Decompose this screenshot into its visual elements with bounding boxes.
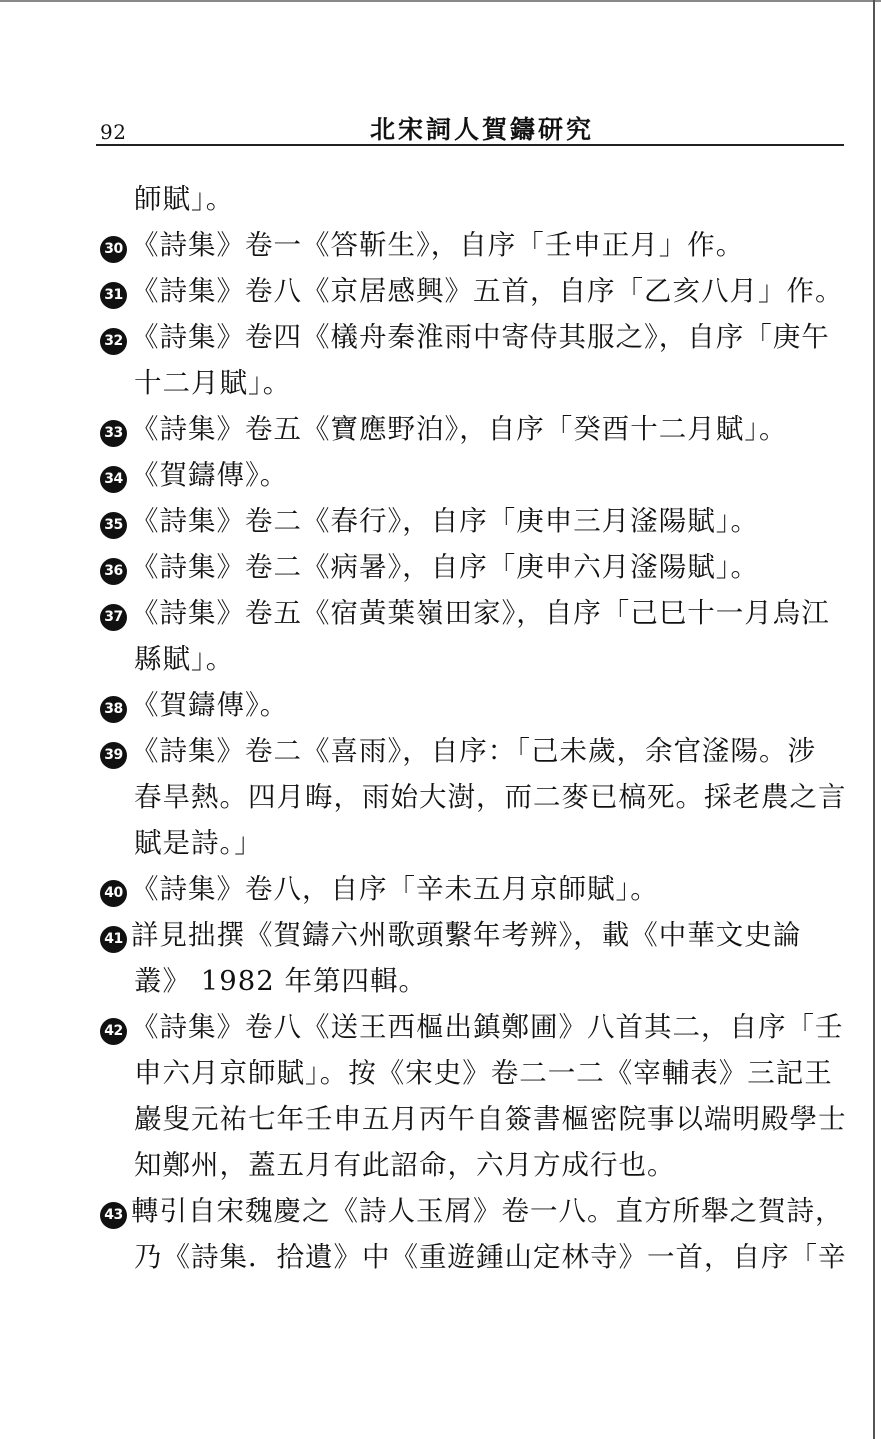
note-number-marker: 42 xyxy=(100,1018,127,1045)
page-header xyxy=(96,104,844,144)
endnote-line xyxy=(100,1234,847,1280)
endnote-line xyxy=(100,176,844,222)
endnote-40 xyxy=(100,866,844,912)
note-number-marker: 41 xyxy=(100,926,127,953)
endnote-text: 詳見拙撰《賀鑄六州歌頭繫年考辨》，載《中華文史論 xyxy=(131,919,802,951)
note-number-marker: 38 xyxy=(100,696,127,723)
endnote-34 xyxy=(100,452,844,498)
endnotes-list xyxy=(100,176,847,1280)
endnote-text: 巖叟元祐七年壬申五月丙午自簽書樞密院事以端明殿學士 xyxy=(134,1103,847,1135)
endnote-text: 《詩集》卷八《送王西樞出鎮鄭圃》八首其二，自序「壬 xyxy=(131,1011,844,1043)
endnote-text: 《詩集》卷二《病暑》，自序「庚申六月滏陽賦」。 xyxy=(131,551,759,583)
endnote-text: 《詩集》卷八《京居感興》五首，自序「乙亥八月」作。 xyxy=(131,275,844,307)
endnote-line xyxy=(100,268,844,314)
endnote-line xyxy=(100,314,844,360)
endnote-line xyxy=(100,1142,844,1188)
endnote-text: 《賀鑄傳》。 xyxy=(131,459,289,491)
endnote-30 xyxy=(100,222,844,268)
endnote-text: 知鄭州，蓋五月有此詔命，六月方成行也。 xyxy=(134,1149,676,1181)
note-number-marker: 32 xyxy=(100,328,127,355)
endnote-line xyxy=(100,682,844,728)
page-number: 92 xyxy=(100,120,127,144)
endnote-36 xyxy=(100,544,844,590)
note-number-marker: 36 xyxy=(100,558,127,585)
endnote-line xyxy=(100,222,844,268)
endnote-line xyxy=(100,1096,847,1142)
endnote-37 xyxy=(100,590,844,682)
endnote-line xyxy=(100,544,844,590)
endnote-text: 《賀鑄傳》。 xyxy=(131,689,289,721)
note-number-marker: 34 xyxy=(100,466,127,493)
endnote-text: 師賦」。 xyxy=(134,183,235,215)
endnote-text: 《詩集》卷二《春行》，自序「庚申三月滏陽賦」。 xyxy=(131,505,759,537)
endnote-text: 十二月賦」。 xyxy=(134,367,292,399)
endnote-35 xyxy=(100,498,844,544)
endnote-text: 春旱熱。四月晦，雨始大澍，而二麥已槁死。採老農之言 xyxy=(134,781,847,813)
endnote-line xyxy=(100,498,844,544)
endnote-text: 《詩集》卷五《宿黃葉嶺田家》，自序「己巳十一月烏江 xyxy=(131,597,830,629)
header-rule xyxy=(96,144,844,146)
note-number-marker: 30 xyxy=(100,236,127,263)
endnote-line xyxy=(100,958,844,1004)
note-number-marker: 39 xyxy=(100,742,127,769)
note-number-marker: 31 xyxy=(100,282,127,309)
endnote-text: 叢》 1982 年第四輯。 xyxy=(134,965,427,997)
note-number-marker: 35 xyxy=(100,512,127,539)
endnote-41 xyxy=(100,912,844,1004)
endnote-line xyxy=(100,1004,844,1050)
endnote-text: 乃《詩集．拾遺》中《重遊鍾山定林寺》一首，自序「辛 xyxy=(134,1241,847,1273)
running-title: 北宋詞人賀鑄研究 xyxy=(370,115,595,144)
endnote-text: 《詩集》卷二《喜雨》，自序：「己未歲，余官滏陽。涉 xyxy=(131,735,816,767)
endnote-line xyxy=(100,406,844,452)
endnote-text: 轉引自宋魏慶之《詩人玉屑》卷一八。直方所舉之賀詩， xyxy=(131,1195,844,1227)
note-number-marker: 40 xyxy=(100,880,127,907)
endnote-text: 《詩集》卷五《寶應野泊》，自序「癸酉十二月賦」。 xyxy=(131,413,788,445)
note-number-marker: 33 xyxy=(100,420,127,447)
endnote-line xyxy=(100,866,844,912)
note-number-marker: 37 xyxy=(100,604,127,631)
endnote-line xyxy=(100,774,847,820)
scan-top-edge xyxy=(0,0,881,2)
endnote-line xyxy=(100,636,844,682)
endnote-33 xyxy=(100,406,844,452)
endnote-32 xyxy=(100,314,844,406)
endnote-42 xyxy=(100,1004,847,1188)
endnote-line xyxy=(100,820,844,866)
scan-right-edge xyxy=(873,0,875,1439)
endnote-line xyxy=(100,1188,844,1234)
endnote-line xyxy=(100,590,844,636)
endnote-38 xyxy=(100,682,844,728)
endnote-31 xyxy=(100,268,844,314)
note-number-marker: 43 xyxy=(100,1202,127,1229)
endnote-43 xyxy=(100,1188,847,1280)
endnote-line xyxy=(100,912,844,958)
endnote-text: 《詩集》卷一《答靳生》，自序「壬申正月」作。 xyxy=(131,229,745,261)
endnote-39 xyxy=(100,728,847,866)
endnote-line xyxy=(100,1050,844,1096)
endnote-text: 縣賦」。 xyxy=(134,643,235,675)
endnote-continuation xyxy=(100,176,844,222)
endnote-line xyxy=(100,360,844,406)
endnote-text: 《詩集》卷四《檥舟秦淮雨中寄侍其服之》，自序「庚午 xyxy=(131,321,830,353)
endnote-text: 《詩集》卷八，自序「辛未五月京師賦」。 xyxy=(131,873,659,905)
endnote-text: 賦是詩。」 xyxy=(134,827,263,859)
endnote-text: 申六月京師賦」。按《宋史》卷二一二《宰輔表》三記王 xyxy=(134,1057,833,1089)
endnote-line xyxy=(100,728,844,774)
endnote-line xyxy=(100,452,844,498)
